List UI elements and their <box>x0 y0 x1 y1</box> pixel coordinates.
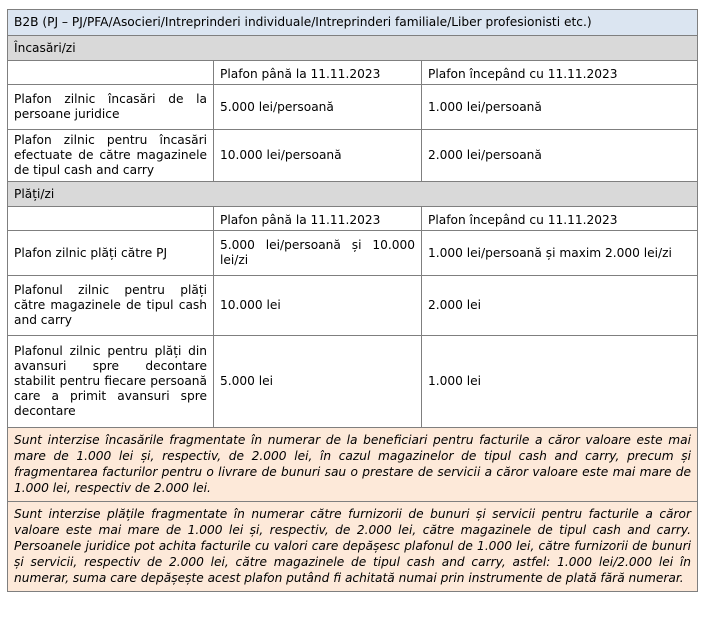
value-after: 1.000 lei/persoană și maxim 2.000 lei/zi <box>422 231 698 276</box>
table-title: B2B (PJ – PJ/PFA/Asocieri/Intreprinderi individuale/Intreprinderi familiale/Liber profesionisti etc.) <box>8 10 698 36</box>
value-after: 2.000 lei <box>422 276 698 336</box>
column-header-row <box>8 207 698 231</box>
section-row-incasari <box>8 36 698 61</box>
title-row <box>8 10 698 36</box>
value-before: 5.000 lei/persoană și 10.000 lei/zi <box>214 231 422 276</box>
column-header-before: Plafon până la 11.11.2023 <box>214 61 422 85</box>
row-label: Plafonul zilnic pentru plăți către magazinele de tipul cash and carry <box>8 276 214 336</box>
note-row <box>8 428 698 502</box>
column-header-after: Plafon începând cu 11.11.2023 <box>422 207 698 231</box>
table-row <box>8 130 698 182</box>
empty-header-cell <box>8 61 214 85</box>
table-row <box>8 276 698 336</box>
value-before: 10.000 lei <box>214 276 422 336</box>
section-row-plati <box>8 182 698 207</box>
value-after: 1.000 lei/persoană <box>422 85 698 130</box>
value-after: 1.000 lei <box>422 336 698 428</box>
document <box>7 9 697 592</box>
note-row <box>8 502 698 592</box>
table-row <box>8 336 698 428</box>
section-label-incasari: Încasări/zi <box>8 36 698 61</box>
row-label: Plafon zilnic pentru încasări efectuate de către magazinele de tipul cash and carry <box>8 130 214 182</box>
value-before: 5.000 lei/persoană <box>214 85 422 130</box>
column-header-before: Plafon până la 11.11.2023 <box>214 207 422 231</box>
table-row <box>8 85 698 130</box>
note-incasari-fragmentate: Sunt interzise încasările fragmentate în numerar de la beneficiari pentru facturile a căror valoare este mai mare de 1.000 lei și, respectiv, de 2.000 lei, în cazul magazinelor de tipul cash and carry, precum și fragmentarea facturilor pentru o livrare de bunuri sau o prestare de servicii a căror valoare este mai mare de 1.000 lei, respectiv de 2.000 lei. <box>8 428 698 502</box>
row-label: Plafon zilnic încasări de la persoane juridice <box>8 85 214 130</box>
value-after: 2.000 lei/persoană <box>422 130 698 182</box>
b2b-cash-limits-table <box>7 9 698 592</box>
empty-header-cell <box>8 207 214 231</box>
column-header-after: Plafon începând cu 11.11.2023 <box>422 61 698 85</box>
section-label-plati: Plăți/zi <box>8 182 698 207</box>
row-label: Plafonul zilnic pentru plăți din avansuri spre decontare stabilit pentru fiecare persoană care a primit avansuri spre decontare <box>8 336 214 428</box>
row-label: Plafon zilnic plăți către PJ <box>8 231 214 276</box>
value-before: 10.000 lei/persoană <box>214 130 422 182</box>
table-row <box>8 231 698 276</box>
value-before: 5.000 lei <box>214 336 422 428</box>
column-header-row <box>8 61 698 85</box>
note-plati-fragmentate: Sunt interzise plățile fragmentate în numerar către furnizorii de bunuri și servicii pentru facturile a căror valoare este mai mare de 1.000 lei și, respectiv, de 2.000 lei, către magazinele de tipul cash and carry. Persoanele juridice pot achita facturile cu valori care depășesc plafonul de 1.000 lei, către furnizorii de bunuri și servicii, respectiv de 2.000 lei, către magazinele de tipul cash and carry, astfel: 1.000 lei/2.000 lei în numerar, suma care depășește acest plafon putând fi achitată numai prin instrumente de plată fără numerar. <box>8 502 698 592</box>
